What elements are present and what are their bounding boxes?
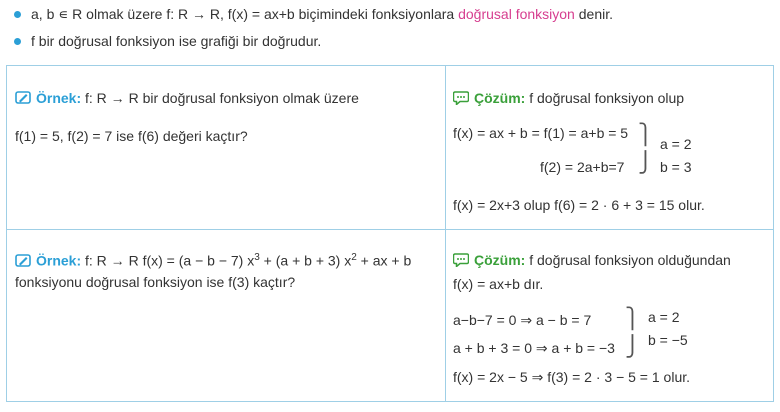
speech-bubble-icon bbox=[453, 253, 469, 267]
solution1-res1: a = 2 bbox=[660, 136, 692, 152]
solution1-line1: Çözüm: f doğrusal fonksiyon olup bbox=[453, 90, 684, 106]
solution1-eq2: f(2) = 2a+b=7 bbox=[540, 159, 625, 175]
speech-bubble-icon bbox=[453, 91, 469, 105]
solution2-res1: a = 2 bbox=[648, 309, 680, 325]
bullet-definition bbox=[14, 6, 613, 23]
solution1-final: f(x) = 2x+3 olup f(6) = 2 · 6 + 3 = 15 olur. bbox=[453, 197, 705, 213]
bullet-text: f bir doğrusal fonksiyon ise grafiği bir doğrudur. bbox=[31, 33, 322, 49]
bullet-dot-icon bbox=[14, 38, 21, 45]
example1-line2: f(1) = 5, f(2) = 7 ise f(6) değeri kaçtır? bbox=[15, 128, 248, 144]
brace-icon: ⎫ bbox=[625, 306, 640, 330]
brace-icon: ⎭ bbox=[625, 334, 640, 358]
solution2-final: f(x) = 2x − 5 ⇒ f(3) = 2 · 3 − 5 = 1 olur. bbox=[453, 369, 691, 385]
example1-line1: Örnek: f: R → R bir doğrusal fonksiyon olmak üzere bbox=[15, 90, 359, 106]
example-label: Örnek: bbox=[36, 90, 82, 106]
examples-table bbox=[6, 65, 774, 402]
solution1-res2: b = 3 bbox=[660, 159, 692, 175]
solution-label: Çözüm: bbox=[474, 252, 526, 268]
solution-label: Çözüm: bbox=[474, 90, 526, 106]
example2-line2: fonksiyonu doğrusal fonksiyon ise f(3) kaçtır? bbox=[15, 274, 296, 290]
row-divider bbox=[7, 229, 773, 230]
bullet-text: a, b ∊ R olmak üzere f: R → R, f(x) = ax+b biçimindeki fonksiyonlara doğrusal fonksiyon denir. bbox=[31, 6, 613, 22]
solution1-eq1: f(x) = ax + b = f(1) = a+b = 5 bbox=[453, 125, 629, 141]
solution2-res2: b = −5 bbox=[648, 332, 688, 348]
pencil-note-icon bbox=[15, 91, 31, 105]
pencil-note-icon bbox=[15, 254, 31, 268]
solution2-eq2: a + b + 3 = 0 ⇒ a + b = −3 bbox=[453, 340, 615, 356]
brace-icon: ⎭ bbox=[638, 150, 653, 174]
solution2-line1: Çözüm: f doğrusal fonksiyon olduğundan bbox=[453, 252, 731, 268]
highlight-term: doğrusal fonksiyon bbox=[458, 6, 575, 22]
bullet-dot-icon bbox=[14, 11, 21, 18]
column-divider bbox=[445, 66, 446, 401]
example2-line1: Örnek: f: R → R f(x) = (a − b − 7) $x^3 + (a + b + 3) x^2$ + ax + b bbox=[15, 252, 411, 269]
solution2-line2: f(x) = ax+b dır. bbox=[453, 276, 544, 292]
brace-icon: ⎫ bbox=[638, 122, 653, 146]
solution2-eq1: a−b−7 = 0 ⇒ a − b = 7 bbox=[453, 312, 592, 328]
bullet-graph bbox=[14, 33, 321, 49]
example-label: Örnek: bbox=[36, 252, 82, 269]
